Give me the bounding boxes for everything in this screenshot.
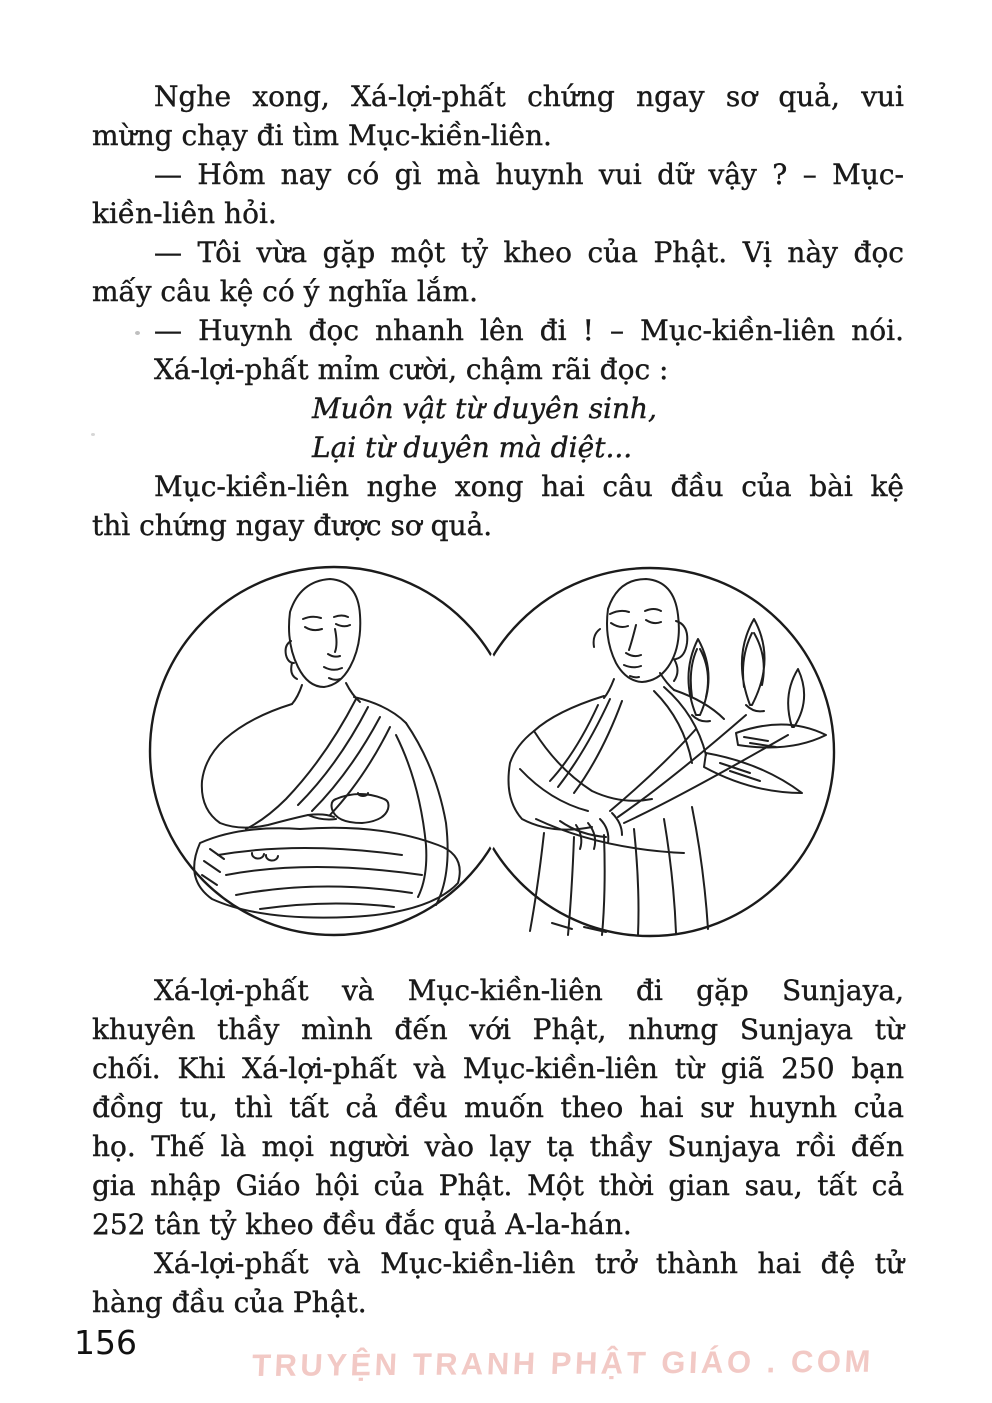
text-line: Xá-lợi-phất và Mục-kiền-liên đi gặp Sunjaya, bbox=[154, 974, 904, 1007]
text-line: — Tôi vừa gặp một tỷ kheo của Phật. Vị này đọc bbox=[154, 236, 904, 269]
verse-line: Muôn vật từ duyên sinh, bbox=[312, 392, 657, 425]
text-line: Nghe xong, Xá-lợi-phất chứng ngay sơ quả, vui bbox=[154, 80, 904, 113]
text-line: khuyên thầy mình đến với Phật, nhưng Sunjaya từ bbox=[92, 1013, 904, 1046]
text-line: chối. Khi Xá-lợi-phất và Mục-kiền-liên từ giã 250 bạn bbox=[92, 1052, 904, 1085]
text-line: họ. Thế là mọi người vào lạy tạ thầy Sunjaya rồi đến bbox=[92, 1130, 904, 1163]
text-line: hàng đầu của Phật. bbox=[92, 1286, 367, 1319]
text-line: gia nhập Giáo hội của Phật. Một thời gian sau, tất cả bbox=[92, 1169, 904, 1202]
text-line: đồng tu, thì tất cả đều muốn theo hai sư huynh của bbox=[92, 1091, 904, 1124]
text-line: mừng chạy đi tìm Mục-kiền-liên. bbox=[92, 119, 552, 152]
text-line: Mục-kiền-liên nghe xong hai câu đầu của bài kệ bbox=[154, 470, 904, 503]
left-monk-drawing bbox=[194, 579, 460, 918]
right-monk-drawing bbox=[509, 579, 827, 935]
text-line: — Huynh đọc nhanh lên đi ! – Mục-kiền-liên nói. bbox=[154, 314, 904, 347]
lower-text-block bbox=[92, 971, 904, 1322]
text-line: — Hôm nay có gì mà huynh vui dữ vậy ? – Mục- bbox=[154, 158, 904, 191]
lens-mask bbox=[466, 657, 518, 846]
text-line: Xá-lợi-phất mỉm cười, chậm rãi đọc : bbox=[154, 353, 669, 386]
page-number: 156 bbox=[74, 1323, 137, 1362]
watermark-text: TRUYỆN TRANH PHẬT GIÁO . COM bbox=[251, 1343, 875, 1383]
text-line: 252 tân tỷ kheo đều đắc quả A-la-hán. bbox=[92, 1208, 632, 1241]
print-speck bbox=[135, 331, 140, 335]
text-line: mấy câu kệ có ý nghĩa lắm. bbox=[92, 275, 478, 308]
text-line: thì chứng ngay được sơ quả. bbox=[92, 509, 493, 542]
verse-line: Lại từ duyên mà diệt... bbox=[312, 431, 633, 464]
print-speck bbox=[91, 433, 95, 436]
text-line: Xá-lợi-phất và Mục-kiền-liên trở thành hai đệ tử bbox=[154, 1247, 904, 1280]
two-monks-illustration bbox=[140, 557, 850, 947]
text-line: kiền-liên hỏi. bbox=[92, 197, 277, 230]
text-column bbox=[92, 0, 904, 1322]
